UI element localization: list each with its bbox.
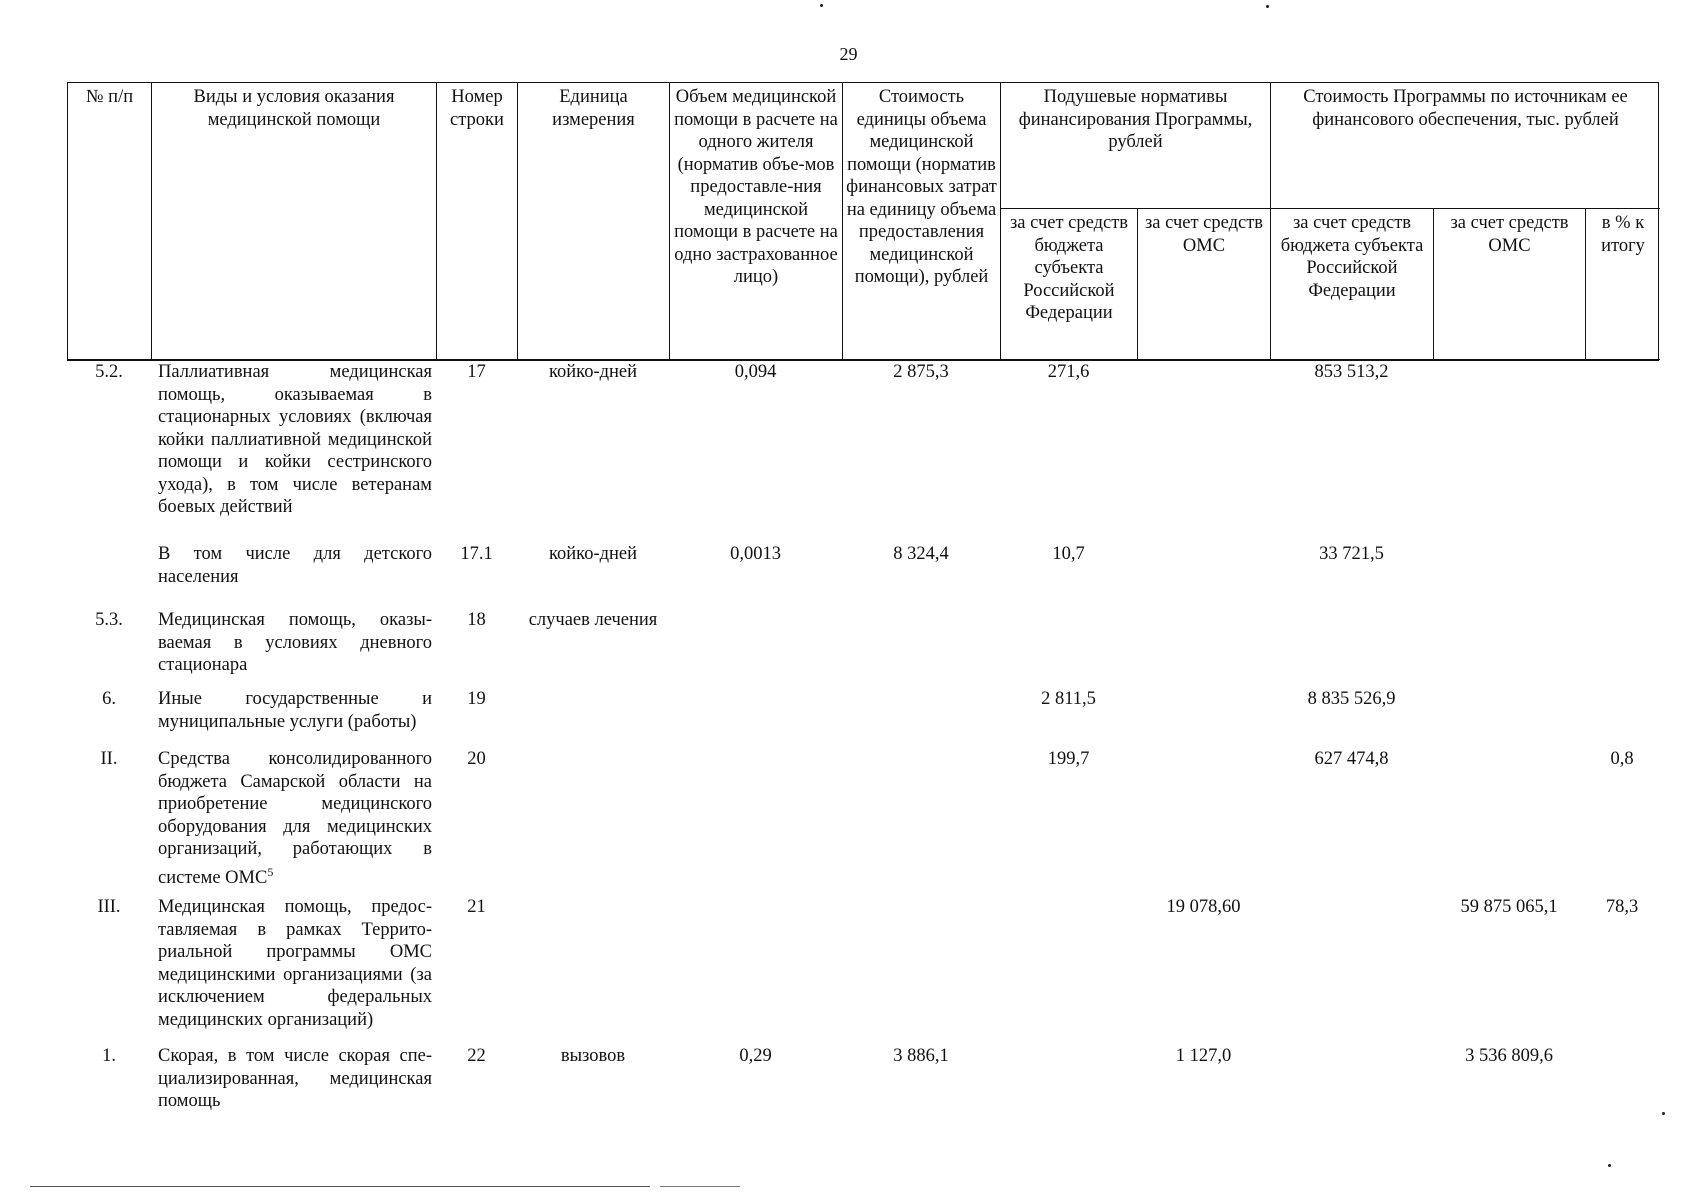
table-row: [67, 748, 1659, 889]
header-kind: Виды и условия оказания медицинской помощи: [152, 83, 437, 360]
table-row: [67, 543, 1659, 588]
row-cost: 8 324,4: [893, 544, 949, 564]
row-program-pct: [1585, 1045, 1659, 1113]
header-percapita: Подушевые нормативы финансирования Программы, рублей: [1001, 83, 1271, 209]
row-percapita-budget: 10,7: [1052, 544, 1085, 564]
row-program-oms: 59 875 065,1: [1460, 897, 1558, 917]
table-row: [67, 361, 1659, 519]
row-percapita-budget: [1000, 896, 1137, 1031]
row-num: II.: [100, 749, 118, 769]
footer-divider: [30, 1186, 650, 1187]
row-unit: случаев лечения: [528, 610, 658, 630]
row-num: 6.: [102, 689, 116, 709]
row-line: 18: [467, 610, 486, 630]
row-cost: [842, 748, 1000, 889]
header-cost: Стоимость единицы объема медицинской помощи (норматив финансовых затрат на единицу объема предоставления медицинской помощи), рублей: [843, 83, 1001, 360]
row-volume: 0,29: [739, 1046, 772, 1066]
table-row: [67, 688, 1659, 733]
row-program-budget: [1270, 609, 1433, 677]
row-unit: вызовов: [560, 1046, 626, 1066]
header-program-pct: в % к итогу: [1586, 209, 1660, 360]
row-program-pct: [1585, 543, 1659, 588]
row-program-pct: 0,8: [1610, 749, 1634, 769]
row-program-budget: [1270, 1045, 1433, 1113]
row-volume: [669, 609, 842, 677]
row-line: 21: [467, 897, 486, 917]
row-percapita-budget: 271,6: [1047, 362, 1090, 382]
table-row: [67, 896, 1659, 1031]
header-program: Стоимость Программы по источникам ее финансового обеспечения, тыс. рублей: [1271, 83, 1660, 209]
scan-speck: [820, 4, 823, 7]
row-program-oms: [1433, 361, 1585, 519]
row-percapita-oms: [1137, 361, 1270, 519]
row-name: [151, 748, 436, 889]
row-program-pct: [1585, 609, 1659, 677]
header-percapita-oms: за счет средств ОМС: [1138, 209, 1271, 360]
row-program-pct: [1585, 688, 1659, 733]
scan-speck: [1608, 1164, 1611, 1167]
scan-speck: [1266, 5, 1269, 8]
row-unit: [517, 748, 669, 889]
row-program-oms: [1433, 543, 1585, 588]
header-volume: Объем медицинской помощи в расчете на одного жителя (норматив объе-мов предоставле-ния медицинской помощи в расчете на одно застрахованное лицо): [670, 83, 843, 360]
row-percapita-oms: [1137, 748, 1270, 889]
row-name: В том числе для детского населения: [158, 544, 432, 587]
row-percapita-oms: [1137, 543, 1270, 588]
footer-divider-fragment: [660, 1186, 740, 1187]
row-program-oms: [1433, 609, 1585, 677]
row-cost: 3 886,1: [893, 1046, 949, 1066]
row-unit: койко-дней: [548, 362, 638, 382]
row-volume: [669, 688, 842, 733]
row-name: Паллиативная медицинская помощь, оказываемая в стационарных условиях (включая койки паллиативной медицинской помощи и койки сестринского ухода), в том числе ветеранам боевых действий: [158, 362, 432, 517]
row-name: Медицинская помощь, оказы-ваемая в условиях дневного стационара: [158, 610, 432, 675]
row-program-budget: 627 474,8: [1314, 749, 1389, 769]
row-cost: [842, 688, 1000, 733]
table-header: [67, 82, 1659, 361]
header-unit: Единица измерения: [518, 83, 670, 360]
row-program-pct: 78,3: [1605, 897, 1639, 917]
scan-speck: [1662, 1112, 1665, 1115]
row-volume: [669, 748, 842, 889]
row-volume: 0,094: [734, 362, 777, 382]
row-cost: 2 875,3: [893, 362, 949, 382]
row-program-oms: [1433, 748, 1585, 889]
page-number: 29: [839, 44, 858, 64]
row-cost: [842, 609, 1000, 677]
row-percapita-budget: [1000, 609, 1137, 677]
row-percapita-oms: 19 078,60: [1166, 897, 1241, 917]
row-unit: [517, 896, 669, 1031]
row-line: 17: [467, 362, 486, 382]
row-line: 17.1: [460, 544, 493, 564]
row-program-budget: 8 835 526,9: [1307, 689, 1396, 709]
row-num: 1.: [102, 1046, 116, 1066]
row-percapita-budget: 199,7: [1047, 749, 1090, 769]
row-percapita-oms: 1 127,0: [1175, 1046, 1232, 1066]
footnote-mark: 5: [267, 864, 274, 879]
row-program-oms: 3 536 809,6: [1465, 1046, 1553, 1066]
row-name-text: Средства консолидированного бюджета Самарской области на приобретение медицинского оборудования для медицинских организаций, работающих в системе ОМС: [158, 749, 432, 888]
row-percapita-budget: 2 811,5: [1041, 689, 1096, 709]
row-name: Скорая, в том числе скорая спе-циализированная, медицинская помощь: [158, 1046, 432, 1111]
header-program-oms: за счет средств ОМС: [1434, 209, 1586, 360]
row-num: [67, 543, 151, 588]
row-num: 5.2.: [95, 362, 123, 382]
header-program-budget: за счет средств бюджета субъекта Российской Федерации: [1271, 209, 1434, 360]
row-line: 20: [467, 749, 486, 769]
row-line: 19: [467, 689, 486, 709]
row-num: III.: [97, 897, 121, 917]
table-row: [67, 1045, 1659, 1113]
row-name: Медицинская помощь, предос-тавляемая в рамках Террито-риальной программы ОМС медицинскими организациями (за исключением федеральных медицинских организаций): [158, 897, 432, 1030]
row-unit: койко-дней: [548, 544, 638, 564]
row-cost: [842, 896, 1000, 1031]
row-volume: [669, 896, 842, 1031]
row-program-budget: [1270, 896, 1433, 1031]
header-percapita-budget: за счет средств бюджета субъекта Российской Федерации: [1001, 209, 1138, 360]
row-name: Иные государственные и муниципальные услуги (работы): [158, 689, 432, 732]
row-volume: 0,0013: [730, 544, 781, 564]
row-percapita-oms: [1137, 688, 1270, 733]
row-num: 5.3.: [95, 610, 123, 630]
row-percapita-oms: [1137, 609, 1270, 677]
header-num: № п/п: [68, 83, 152, 360]
row-line: 22: [467, 1046, 486, 1066]
header-line: Номер строки: [437, 83, 518, 360]
row-program-oms: [1433, 688, 1585, 733]
row-program-budget: 33 721,5: [1319, 544, 1384, 564]
row-program-pct: [1585, 361, 1659, 519]
row-percapita-budget: [1000, 1045, 1137, 1113]
table-row: [67, 609, 1659, 677]
row-unit: [517, 688, 669, 733]
row-program-budget: 853 513,2: [1314, 362, 1389, 382]
